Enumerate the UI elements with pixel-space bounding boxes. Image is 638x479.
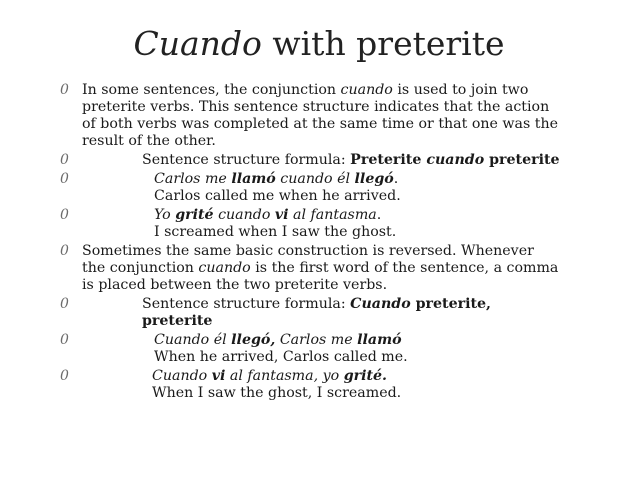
- bullet-marker: 0: [60, 296, 69, 312]
- text: is the first word of the sentence, a comma is placed between the two preterite verbs.: [82, 260, 559, 293]
- bullet-marker: 0: [60, 243, 69, 259]
- text: Sentence structure formula:: [142, 296, 351, 312]
- text-bold: preterite, preterite: [142, 296, 491, 329]
- text-bold-italic: Cuando: [350, 296, 411, 312]
- slide-body: [60, 82, 560, 402]
- example-spanish: [154, 332, 560, 349]
- bullet-marker: 0: [60, 207, 69, 223]
- text-italic: Carlos me: [275, 332, 358, 348]
- example-translation: I screamed when I saw the ghost.: [154, 224, 397, 240]
- text-bold-italic: llegó,: [231, 332, 276, 348]
- bullet-marker: 0: [60, 332, 69, 348]
- text: is used to join two preterite verbs. This sentence structure indicates that the action of both verbs was completed at the same time or that one was the result of the other.: [82, 82, 559, 149]
- bullet-example-3: [60, 332, 560, 366]
- text: .: [393, 171, 399, 187]
- text: In some sentences, the conjunction: [82, 82, 341, 98]
- bullet-formula-1: [60, 152, 560, 169]
- text-italic: cuando: [213, 207, 275, 223]
- example-translation: When I saw the ghost, I screamed.: [152, 385, 402, 401]
- bullet-marker: 0: [60, 368, 69, 384]
- text-italic: cuando él: [275, 171, 355, 187]
- example-translation: When he arrived, Carlos called me.: [154, 349, 408, 365]
- text-bold-italic: llegó: [354, 171, 394, 187]
- bullet-marker: 0: [60, 152, 69, 168]
- bullet-example-4: [60, 368, 560, 402]
- text-italic: al fantasma: [288, 207, 377, 223]
- bullet-formula-2: [60, 296, 560, 330]
- text: Sometimes the same basic construction is reversed. Whenever the conjunction: [82, 243, 534, 276]
- example-translation: Carlos called me when he arrived.: [154, 188, 401, 204]
- title-rest: with preterite: [261, 24, 505, 63]
- example-spanish: [154, 207, 560, 224]
- text-italic: cuando: [198, 260, 251, 276]
- text-italic: Carlos me: [154, 171, 232, 187]
- text-italic: Yo: [154, 207, 176, 223]
- example-spanish: [154, 171, 560, 188]
- text-italic: Cuando él: [154, 332, 232, 348]
- bullet-example-1: [60, 171, 560, 205]
- slide-title: [0, 24, 638, 63]
- bullet-reversed: [60, 243, 560, 294]
- text-bold: Preterite: [350, 152, 427, 168]
- text-bold-italic: llamó: [231, 171, 276, 187]
- bullet-marker: 0: [60, 171, 69, 187]
- text-italic: cuando: [340, 82, 393, 98]
- text-italic: al fantasma, yo: [225, 368, 344, 384]
- text-bold-italic: grité: [175, 207, 214, 223]
- text-bold-italic: vi: [211, 368, 226, 384]
- title-cuando: Cuando: [133, 24, 262, 63]
- bullet-intro: [60, 82, 560, 150]
- text-bold: preterite: [484, 152, 560, 168]
- text-bold-italic: llamó: [357, 332, 402, 348]
- bullet-example-2: [60, 207, 560, 241]
- bullet-marker: 0: [60, 82, 69, 98]
- text: Sentence structure formula:: [142, 152, 351, 168]
- example-spanish: [152, 368, 560, 385]
- text-bold-italic: vi: [274, 207, 289, 223]
- text-italic: Cuando: [152, 368, 212, 384]
- text-bold-italic: cuando: [426, 152, 485, 168]
- text: .: [376, 207, 382, 223]
- text-bold-italic: grité.: [343, 368, 387, 384]
